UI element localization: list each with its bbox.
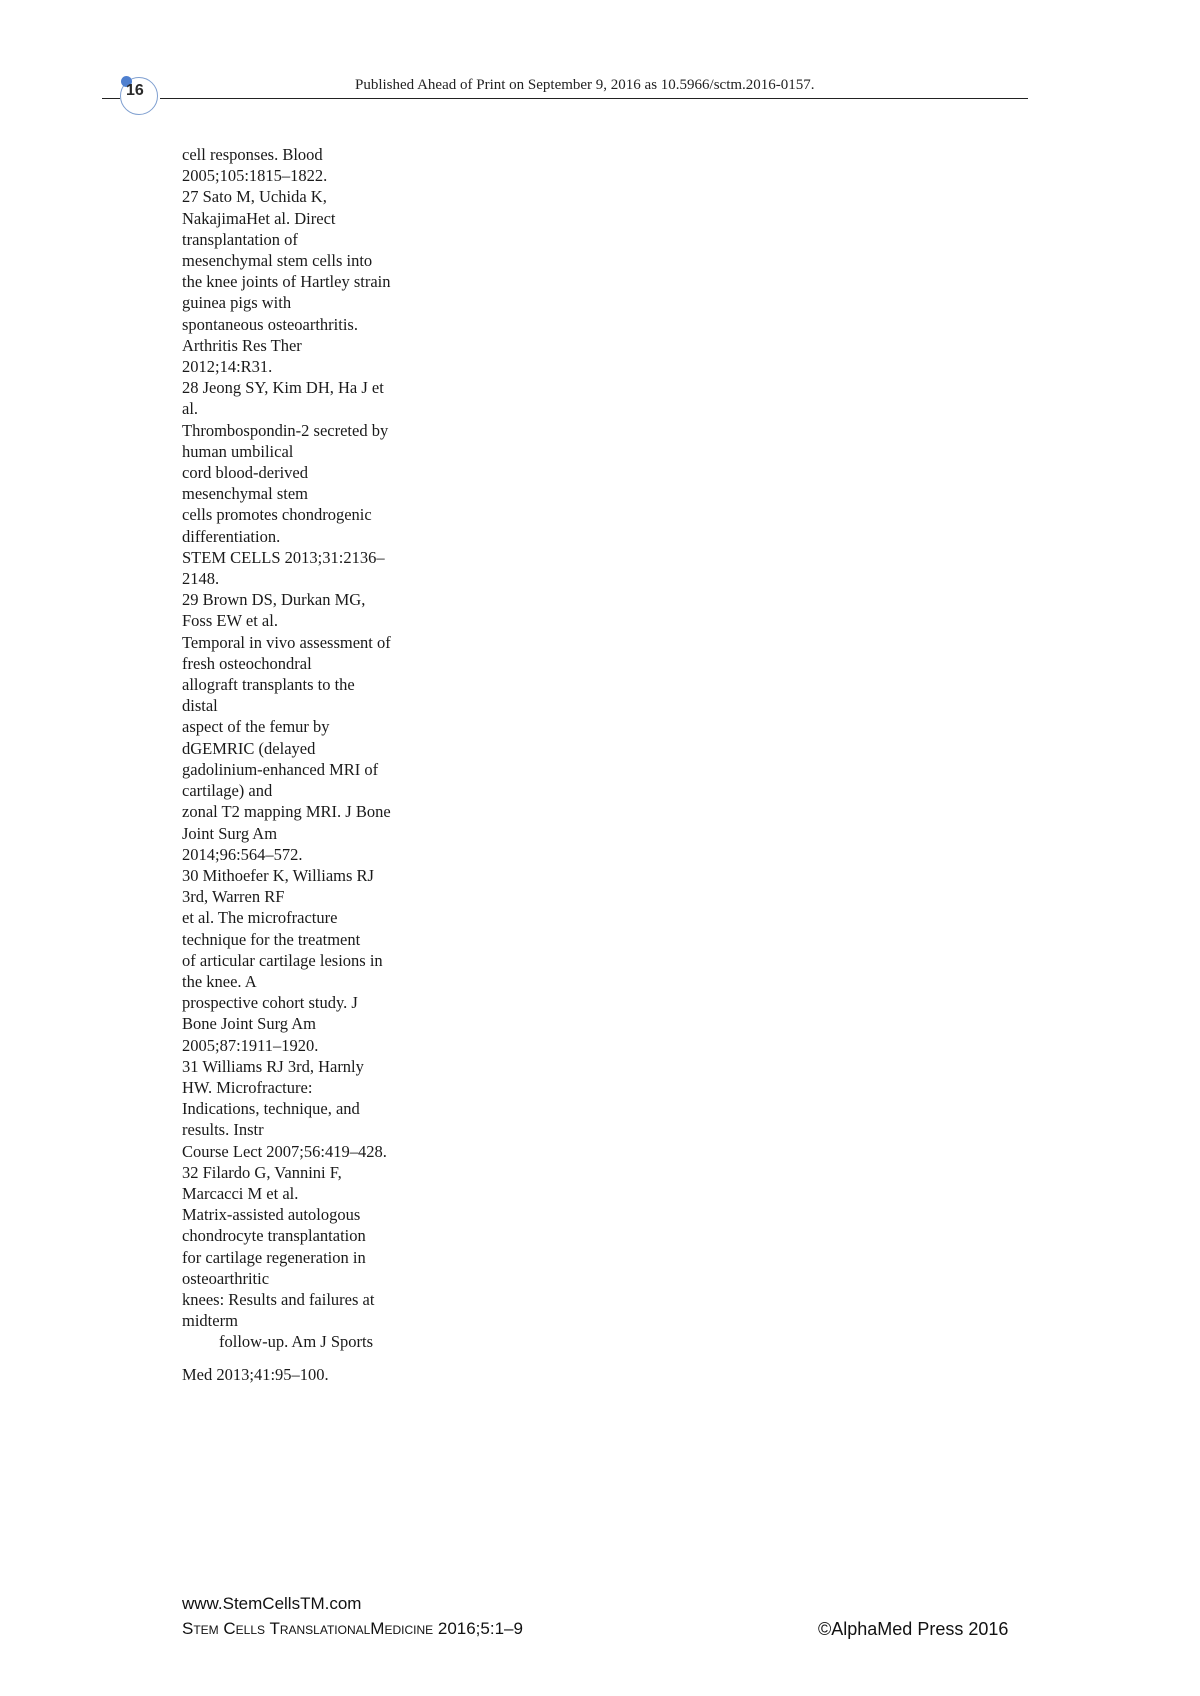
running-head: Published Ahead of Print on September 9, 2016 as 10.5966/sctm.2016-0157. xyxy=(355,77,815,93)
reference-line: cord blood-derived xyxy=(182,463,308,483)
header-rule xyxy=(160,98,1028,99)
reference-line: follow-up. Am J Sports xyxy=(219,1332,374,1352)
reference-line: 2012;14:R31. xyxy=(182,357,273,377)
reference-line: chondrocyte transplantation xyxy=(182,1226,366,1246)
reference-line: Thrombospondin-2 secreted by xyxy=(182,420,389,440)
reference-list xyxy=(182,144,442,1385)
reference-line: knees: Results and failures at xyxy=(182,1289,375,1309)
reference-line: the knee joints of Hartley strain xyxy=(182,272,391,292)
reference-line: et al. The microfracture xyxy=(182,908,338,928)
reference-line: allograft transplants to the xyxy=(182,675,355,695)
reference-line: 27 Sato M, Uchida K, xyxy=(182,187,327,207)
reference-line: Course Lect 2007;56:419–428. xyxy=(182,1141,387,1161)
reference-line: for cartilage regeneration in xyxy=(182,1247,366,1267)
reference-line: Bone Joint Surg Am xyxy=(182,1014,317,1034)
reference-line: Temporal in vivo assessment of xyxy=(182,632,391,652)
reference-line: spontaneous osteoarthritis. xyxy=(182,314,358,334)
reference-line: gadolinium-enhanced MRI of xyxy=(182,759,379,779)
reference-line: zonal T2 mapping MRI. J Bone xyxy=(182,802,391,822)
reference-line: al. xyxy=(182,399,199,419)
reference-line: dGEMRIC (delayed xyxy=(182,738,316,758)
reference-line: 2005;87:1911–1920. xyxy=(182,1035,319,1055)
reference-line: 30 Mithoefer K, Williams RJ xyxy=(182,865,374,885)
journal-citation: 2016;5:1–9 xyxy=(433,1619,523,1638)
reference-line: mesenchymal stem xyxy=(182,484,309,504)
reference-line: mesenchymal stem cells into xyxy=(182,251,373,271)
reference-line: STEM CELLS 2013;31:2136– xyxy=(182,547,385,567)
reference-line: fresh osteochondral xyxy=(182,653,312,673)
reference-line: Arthritis Res Ther xyxy=(182,335,302,355)
reference-line: NakajimaHet al. Direct xyxy=(182,208,336,228)
page-number: 16 xyxy=(126,82,144,99)
journal-name: Stem Cells TranslationalMedicine xyxy=(182,1619,434,1638)
reference-line: Matrix-assisted autologous xyxy=(182,1205,361,1225)
reference-line: 32 Filardo G, Vannini F, xyxy=(182,1162,342,1182)
reference-line: 28 Jeong SY, Kim DH, Ha J et xyxy=(182,378,384,398)
reference-line: 2148. xyxy=(182,569,220,589)
reference-line: 29 Brown DS, Durkan MG, xyxy=(182,590,366,610)
reference-line: Indications, technique, and xyxy=(182,1099,360,1119)
reference-line: 2014;96:564–572. xyxy=(182,844,303,864)
reference-line: human umbilical xyxy=(182,441,294,461)
reference-line: the knee. A xyxy=(182,971,257,991)
reference-line: aspect of the femur by xyxy=(182,717,330,737)
reference-line: cartilage) and xyxy=(182,781,273,801)
footer-journal xyxy=(182,1619,523,1639)
header-rule-left xyxy=(102,98,120,99)
reference-line: technique for the treatment xyxy=(182,929,361,949)
reference-line: cells promotes chondrogenic xyxy=(182,505,372,525)
reference-line: of articular cartilage lesions in xyxy=(182,950,383,970)
reference-line: Med 2013;41:95–100. xyxy=(182,1364,329,1384)
reference-line: HW. Microfracture: xyxy=(182,1077,313,1097)
reference-line: results. Instr xyxy=(182,1120,264,1140)
reference-line: 3rd, Warren RF xyxy=(182,887,285,907)
footer-copyright: ©AlphaMed Press 2016 xyxy=(818,1619,1009,1639)
reference-line: Marcacci M et al. xyxy=(182,1183,299,1203)
reference-line: Joint Surg Am xyxy=(182,823,278,843)
reference-line: osteoarthritic xyxy=(182,1268,270,1288)
reference-line: guinea pigs with xyxy=(182,293,292,313)
reference-line: Foss EW et al. xyxy=(182,611,278,631)
reference-line: differentiation. xyxy=(182,526,281,546)
footer-website: www.StemCellsTM.com xyxy=(182,1594,362,1613)
reference-line: distal xyxy=(182,696,218,716)
reference-line: midterm xyxy=(182,1311,238,1331)
reference-line: 31 Williams RJ 3rd, Harnly xyxy=(182,1056,364,1076)
reference-line: transplantation of xyxy=(182,229,298,249)
page-number-badge xyxy=(118,73,160,115)
reference-line: 2005;105:1815–1822. xyxy=(182,166,328,186)
reference-line: prospective cohort study. J xyxy=(182,993,358,1013)
reference-line: cell responses. Blood xyxy=(182,145,323,164)
